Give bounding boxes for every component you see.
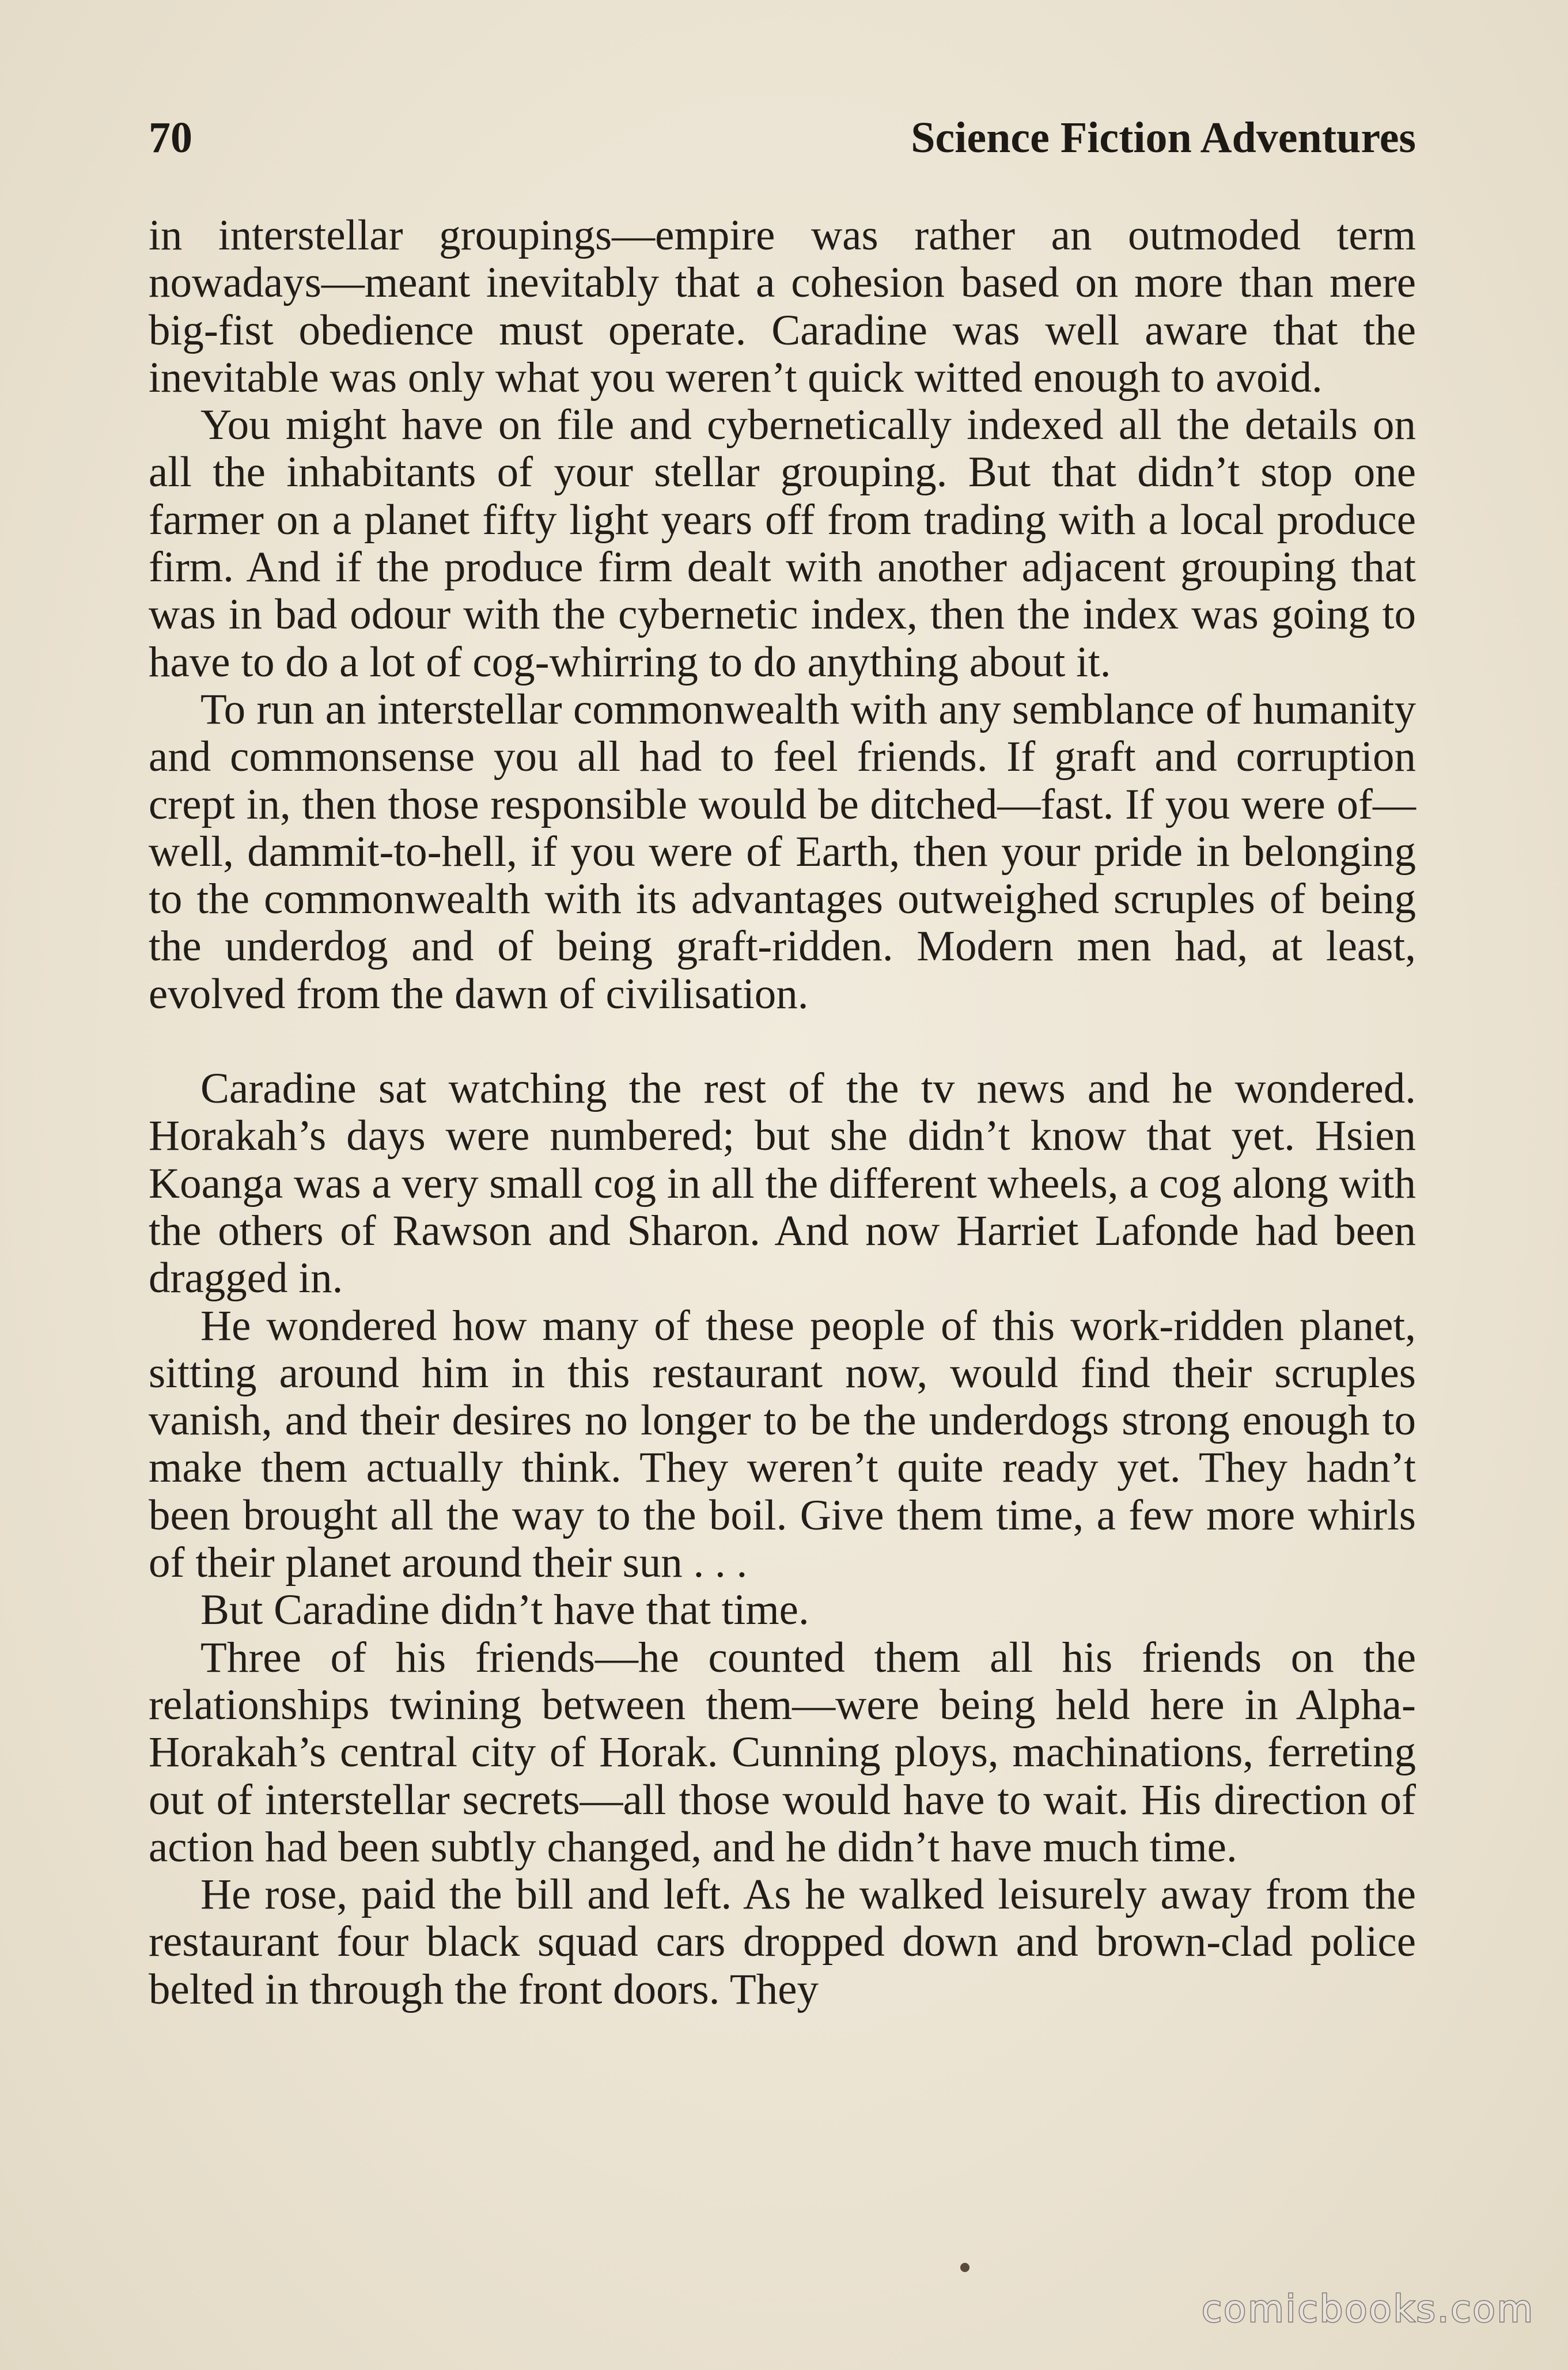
paragraph: He wondered how many of these people of this work-ridden planet, sitting around him in this restaurant now, would find their scruples vanish, and their desires no longer to be the underdogs strong enough to make them actually think. They weren’t quite ready yet. They hadn’t been brought all the way to the boil. Give them time, a few more whirls of their planet around their sun . . . bbox=[149, 1301, 1416, 1587]
paragraph: Three of his friends—he counted them all his friends on the relationships twining between them—were being held here in Alpha-Horakah’s central city of Horak. Cunning ploys, machinations, ferreting out of interstellar secrets—all those would have to wait. His direction of action had been subtly changed, and he didn’t have much time. bbox=[149, 1633, 1416, 1871]
page-header bbox=[149, 113, 1416, 176]
paragraph: But Caradine didn’t have that time. bbox=[200, 1586, 809, 1634]
running-title: Science Fiction Adventures bbox=[911, 113, 1416, 162]
paragraph: Caradine sat watching the rest of the tv news and he wondered. Horakah’s days were numbered; but she didn’t know that yet. Hsien Koanga was a very small cog in all the different wheels, a cog along with the others of Rawson and Sharon. And now Harriet Lafonde had been dragged in. bbox=[149, 1065, 1416, 1303]
paragraph: He rose, paid the bill and left. As he walked leisurely away from the restaurant four black squad cars dropped down and brown-clad police belted in through the front doors. They bbox=[149, 1871, 1416, 2013]
ink-dot bbox=[960, 2263, 969, 2272]
body-text bbox=[149, 212, 1416, 2013]
paragraph: To run an interstellar commonwealth with any semblance of humanity and commonsense you all had to feel friends. If graft and corruption crept in, then those responsible would be ditched—fast. If you were of—well, dammit-to-hell, if you were of Earth, then your pride in belonging to the commonwealth with its advantages outweighed scruples of being the underdog and of being graft-ridden. Modern men had, at least, evolved from the dawn of civilisation. bbox=[149, 685, 1416, 1018]
page-number: 70 bbox=[149, 113, 192, 162]
paragraph: in interstellar groupings—empire was rather an outmoded term nowadays—meant inevitably that a cohesion based on more than mere big-fist obedience must operate. Caradine was well aware that the inevitable was only what you weren’t quick witted enough to avoid. bbox=[149, 211, 1416, 402]
watermark: comicbooks.com bbox=[1201, 2288, 1535, 2331]
paragraph: You might have on file and cybernetically indexed all the details on all the inhabitants of your stellar grouping. But that didn’t stop one farmer on a planet fifty light years off from trading with a local produce firm. And if the produce firm dealt with another adjacent grouping that was in bad odour with the cybernetic index, then the index was going to have to do a lot of cog-whirring to do anything about it. bbox=[149, 401, 1416, 686]
